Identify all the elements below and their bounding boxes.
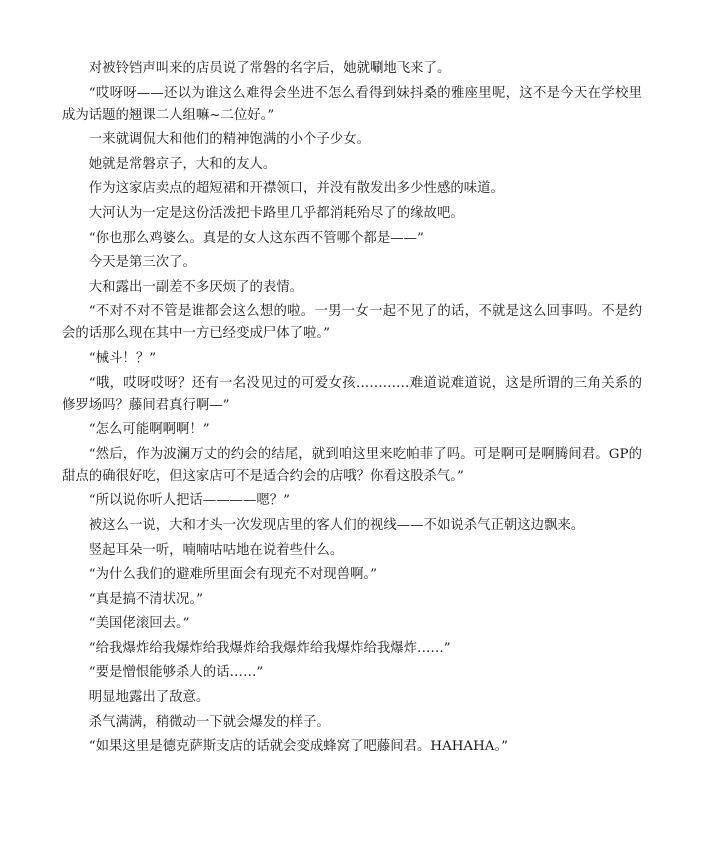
paragraph: 大河认为一定是这份活泼把卡路里几乎都消耗殆尽了的缘故吧。 (88, 205, 464, 221)
paragraph: “要是憎恨能够杀人的话……” (88, 665, 264, 681)
paragraph: 作为这家店卖点的超短裙和开襟领口，并没有散发出多少性感的味道。 (88, 181, 504, 197)
document-page (62, 58, 642, 761)
paragraph: “械斗！？” (88, 350, 157, 366)
paragraph: 明显地露出了敌意。 (88, 690, 210, 706)
paragraph: 今天是第三次了。 (88, 255, 196, 271)
paragraph: 对被铃铛声叫来的店员说了常磐的名字后，她就唰地飞来了。 (88, 61, 451, 76)
paragraph: 被这么一说，大和才头一次发现店里的客人们的视线——不如说杀气正朝这边飘来。 (88, 517, 585, 533)
paragraph: 她就是常磐京子，大和的友人。 (88, 156, 277, 172)
paragraph: “你也那么鸡婆么。真是的女人这东西不管哪个都是——” (88, 230, 424, 246)
paragraph: 竖起耳朵一听，喃喃咕咕地在说着些什么。 (88, 542, 344, 558)
paragraph: “哦，哎呀哎呀？还有一名没见过的可爱女孩…………难道说难道说，这是所谓的三角关系的修罗场吗？藤间君真行啊—” (62, 375, 642, 413)
paragraph: “如果这里是德克萨斯支店的话就会变成蜂窝了吧藤间君。HAHAHA。” (88, 739, 508, 755)
paragraph: “美国佬滚回去。” (88, 616, 190, 632)
paragraph: “怎么可能啊啊啊！” (88, 422, 210, 438)
paragraph: 大和露出一副差不多厌烦了的表情。 (88, 279, 304, 295)
paragraph: “所以说你听人把话————嗯？” (88, 493, 290, 509)
paragraph: “不对不对不管是谁都会这么想的啦。一男一女一起不见了的话，不就是这么回事吗。不是约会的话那么现在其中一方已经变成尸体了啦。” (62, 304, 642, 342)
paragraph: “给我爆炸给我爆炸给我爆炸给我爆炸给我爆炸给我爆炸……” (88, 640, 451, 656)
paragraph: “哎呀呀——还以为谁这么难得会坐进不怎么看得到妹抖桑的雅座里呢，这不是今天在学校里成为话题的翘课二人组嘛~二位好。” (62, 85, 642, 123)
paragraph: 杀气满满，稍微动一下就会爆发的样子。 (88, 714, 330, 730)
paragraph: “真是搞不清状况。” (88, 591, 203, 607)
paragraph: “为什么我们的避难所里面会有现充不对现兽啊。” (88, 567, 377, 583)
paragraph: 一来就调侃大和他们的精神饱满的小个子少女。 (88, 132, 370, 148)
paragraph: “然后，作为波澜万丈的约会的结尾，就到咱这里来吃帕菲了吗。可是啊可是啊腾间君。GP的甜点的确很好吃，但这家店可不是适合约会的店哦？你看这股杀气。” (62, 446, 642, 484)
